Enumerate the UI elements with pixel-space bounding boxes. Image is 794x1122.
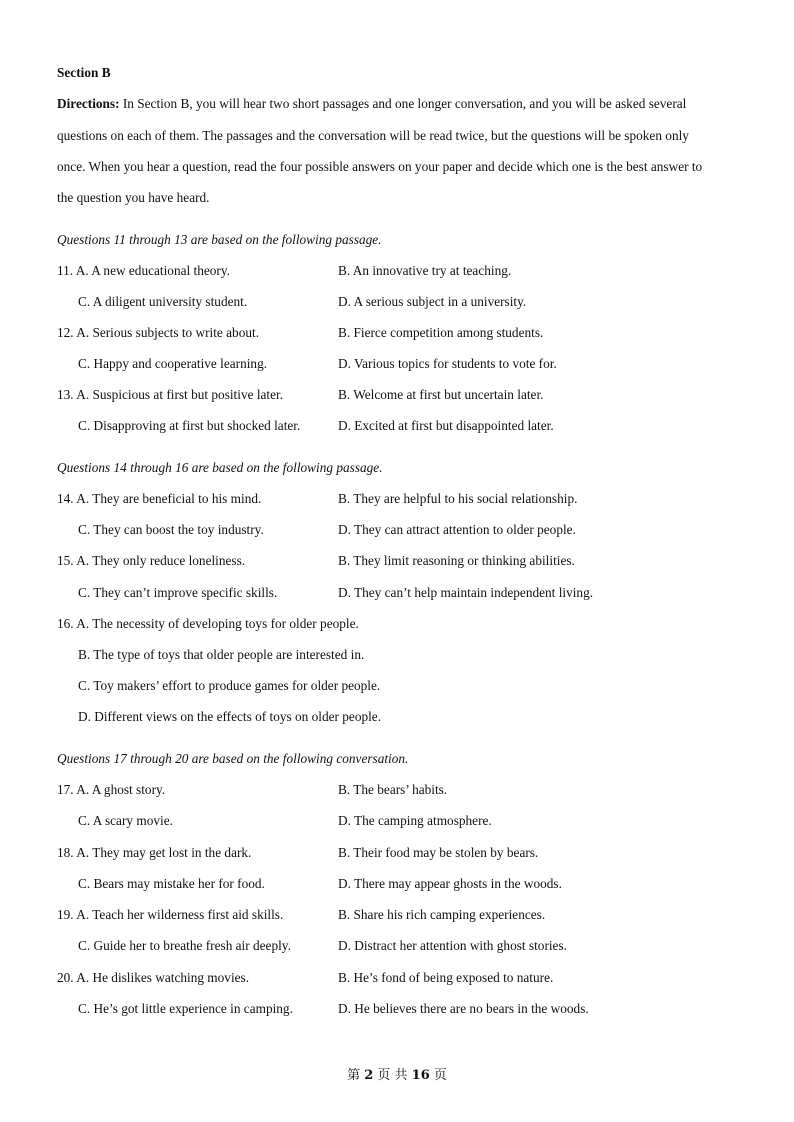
section-title: Section B — [57, 65, 111, 80]
q11-option-b: B. An innovative try at teaching. — [338, 263, 512, 278]
q20-option-a: 20. A. He dislikes watching movies. — [57, 970, 250, 985]
group-intro-17-20: Questions 17 through 20 are based on the following conversation. — [57, 751, 409, 766]
q12-option-a: 12. A. Serious subjects to write about. — [57, 325, 260, 340]
footer-page-number: 2 — [364, 1068, 374, 1083]
q15-option-b: B. They limit reasoning or thinking abilities. — [338, 553, 575, 568]
q19-option-c: C. Guide her to breathe fresh air deeply. — [78, 938, 291, 953]
q13-option-d: D. Excited at first but disappointed later. — [338, 418, 554, 433]
q17-option-a: 17. A. A ghost story. — [57, 782, 166, 797]
q19-option-b: B. Share his rich camping experiences. — [338, 907, 546, 922]
q11-option-a: 11. A. A new educational theory. — [57, 263, 230, 278]
q13-option-b: B. Welcome at first but uncertain later. — [338, 387, 544, 402]
q16-option-c: C. Toy makers’ effort to produce games for older people. — [78, 678, 381, 693]
q16-option-a: 16. A. The necessity of developing toys for older people. — [57, 616, 359, 631]
directions-text-1: In Section B, you will hear two short passages and one longer conversation, and you will be asked several — [119, 96, 687, 111]
q16-option-b: B. The type of toys that older people are interested in. — [78, 647, 365, 662]
footer-pre: 第 — [347, 1068, 365, 1083]
group-intro-14-16: Questions 14 through 16 are based on the following passage. — [57, 460, 383, 475]
q12-option-b: B. Fierce competition among students. — [338, 325, 544, 340]
directions-line-1 — [57, 96, 686, 112]
q17-option-b: B. The bears’ habits. — [338, 782, 448, 797]
directions-line-3: once. When you hear a question, read the four possible answers on your paper and decide which one is the best answer to — [57, 159, 703, 174]
footer-mid: 页 共 — [373, 1068, 412, 1083]
q18-option-a: 18. A. They may get lost in the dark. — [57, 845, 252, 860]
q15-option-d: D. They can’t help maintain independent living. — [338, 585, 594, 600]
q16-option-d: D. Different views on the effects of toys on older people. — [78, 709, 382, 724]
q11-option-c: C. A diligent university student. — [78, 294, 248, 309]
q20-option-b: B. He’s fond of being exposed to nature. — [338, 970, 554, 985]
q13-option-c: C. Disapproving at first but shocked later. — [78, 418, 301, 433]
q19-option-d: D. Distract her attention with ghost stories. — [338, 938, 567, 953]
q20-option-c: C. He’s got little experience in camping. — [78, 1001, 293, 1016]
group-intro-11-13: Questions 11 through 13 are based on the following passage. — [57, 232, 382, 247]
q17-option-c: C. A scary movie. — [78, 813, 173, 828]
q14-option-b: B. They are helpful to his social relationship. — [338, 491, 578, 506]
q11-option-d: D. A serious subject in a university. — [338, 294, 527, 309]
footer-total-pages: 16 — [411, 1068, 430, 1083]
directions-line-4: the question you have heard. — [57, 190, 210, 205]
directions-label: Directions: — [57, 96, 120, 111]
q17-option-d: D. The camping atmosphere. — [338, 813, 492, 828]
q18-option-c: C. Bears may mistake her for food. — [78, 876, 265, 891]
footer-post: 页 — [429, 1068, 447, 1083]
directions-line-2: questions on each of them. The passages and the conversation will be read twice, but the questions will be spoken only — [57, 128, 689, 143]
q19-option-a: 19. A. Teach her wilderness first aid skills. — [57, 907, 284, 922]
q18-option-d: D. There may appear ghosts in the woods. — [338, 876, 562, 891]
q14-option-d: D. They can attract attention to older people. — [338, 522, 576, 537]
q18-option-b: B. Their food may be stolen by bears. — [338, 845, 539, 860]
q15-option-a: 15. A. They only reduce loneliness. — [57, 553, 246, 568]
q14-option-a: 14. A. They are beneficial to his mind. — [57, 491, 262, 506]
q12-option-c: C. Happy and cooperative learning. — [78, 356, 268, 371]
q15-option-c: C. They can’t improve specific skills. — [78, 585, 278, 600]
q13-option-a: 13. A. Suspicious at first but positive later. — [57, 387, 284, 402]
page-footer — [0, 1068, 794, 1084]
q12-option-d: D. Various topics for students to vote for. — [338, 356, 557, 371]
q20-option-d: D. He believes there are no bears in the woods. — [338, 1001, 589, 1016]
q14-option-c: C. They can boost the toy industry. — [78, 522, 264, 537]
